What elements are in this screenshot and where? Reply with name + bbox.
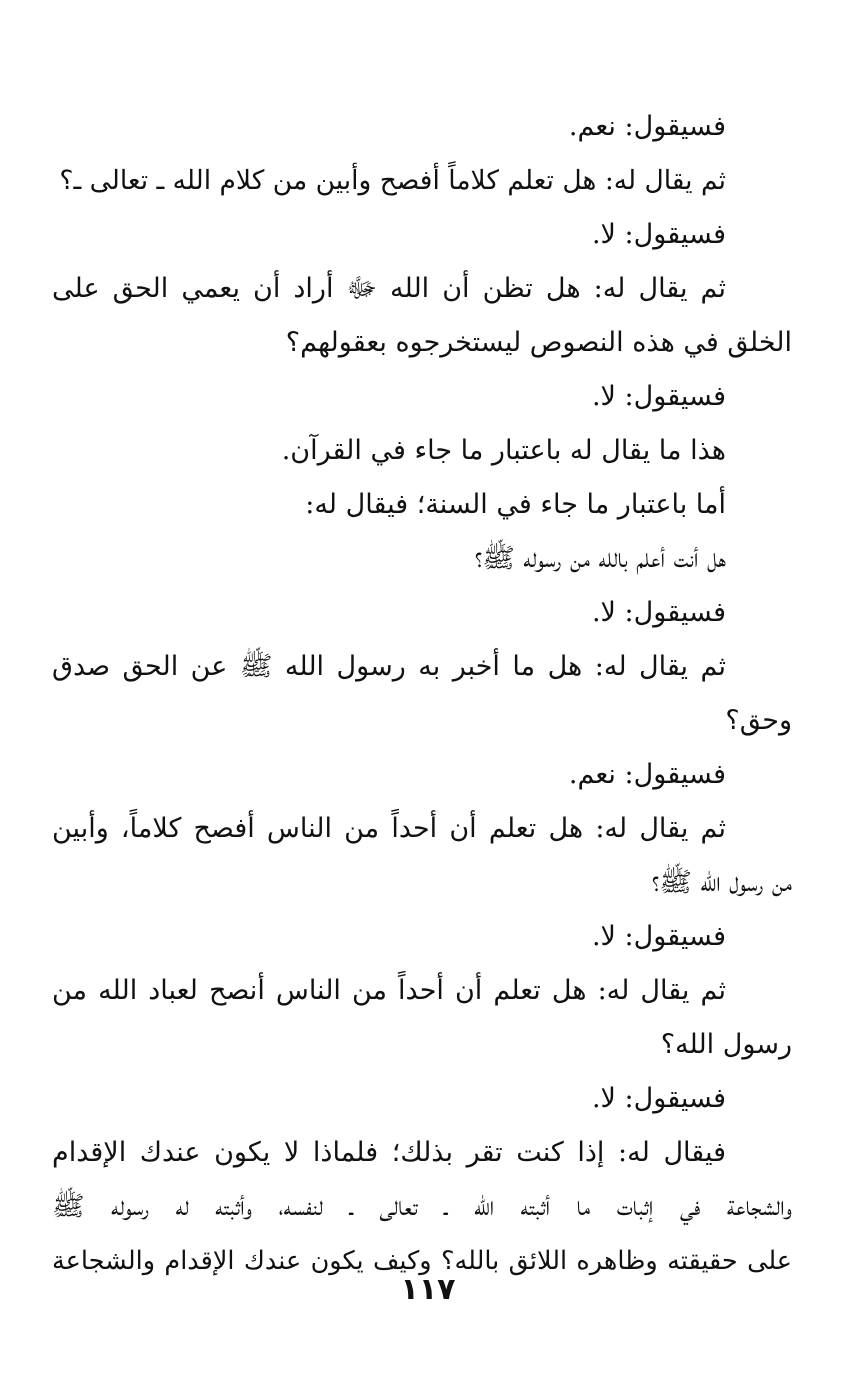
text-line: على حقيقته وظاهره اللائق بالله؟ وكيف يكون عندك الإقدام والشجاعة [52, 1246, 792, 1276]
text-line: من رسول الله ﷺ؟ [651, 867, 792, 898]
text-line: الخلق في هذه النصوص ليستخرجوه بعقولهم؟ [285, 327, 792, 358]
text-line: ثم يقال له: هل تعلم أن أحداً من الناس أفصح كلاماً، وأبين [52, 813, 726, 844]
text-line: فسيقول: نعم. [568, 759, 726, 790]
text-line: فسيقول: نعم. [568, 111, 726, 142]
text-line: فسيقول: لا. [591, 1083, 726, 1114]
text-line: ثم يقال له: هل تظن أن الله ﷻ أراد أن يعمي الحق على [52, 273, 726, 304]
body-text [52, 100, 792, 1288]
text-line: رسول الله؟ [660, 1029, 792, 1060]
text-line: هذا ما يقال له باعتبار ما جاء في القرآن. [281, 435, 726, 466]
text-line: ثم يقال له: هل ما أخبر به رسول الله ﷺ عن الحق صدق [52, 651, 726, 682]
text-line: هل أنت أعلم بالله من رسوله ﷺ؟ [474, 543, 726, 574]
text-line: ثم يقال له: هل تعلم أن أحداً من الناس أنصح لعباد الله من [52, 975, 726, 1006]
text-line: فسيقول: لا. [591, 381, 726, 412]
page-number: ١١٧ [400, 1272, 456, 1307]
text-line: والشجاعة في إثبات ما أثبته الله ـ تعالى ـ لنفسه، وأثبته له رسوله ﷺ [52, 1191, 792, 1222]
text-line: فسيقول: لا. [591, 597, 726, 628]
text-line: ثم يقال له: هل تعلم كلاماً أفصح وأبين من كلام الله ـ تعالى ـ؟ [59, 165, 726, 196]
text-line: أما باعتبار ما جاء في السنة؛ فيقال له: [305, 489, 726, 520]
text-line: وحق؟ [725, 705, 792, 736]
text-line: فسيقول: لا. [591, 921, 726, 952]
text-line: فيقال له: إذا كنت تقر بذلك؛ فلماذا لا يكون عندك الإقدام [52, 1137, 726, 1168]
text-line: فسيقول: لا. [591, 219, 726, 250]
